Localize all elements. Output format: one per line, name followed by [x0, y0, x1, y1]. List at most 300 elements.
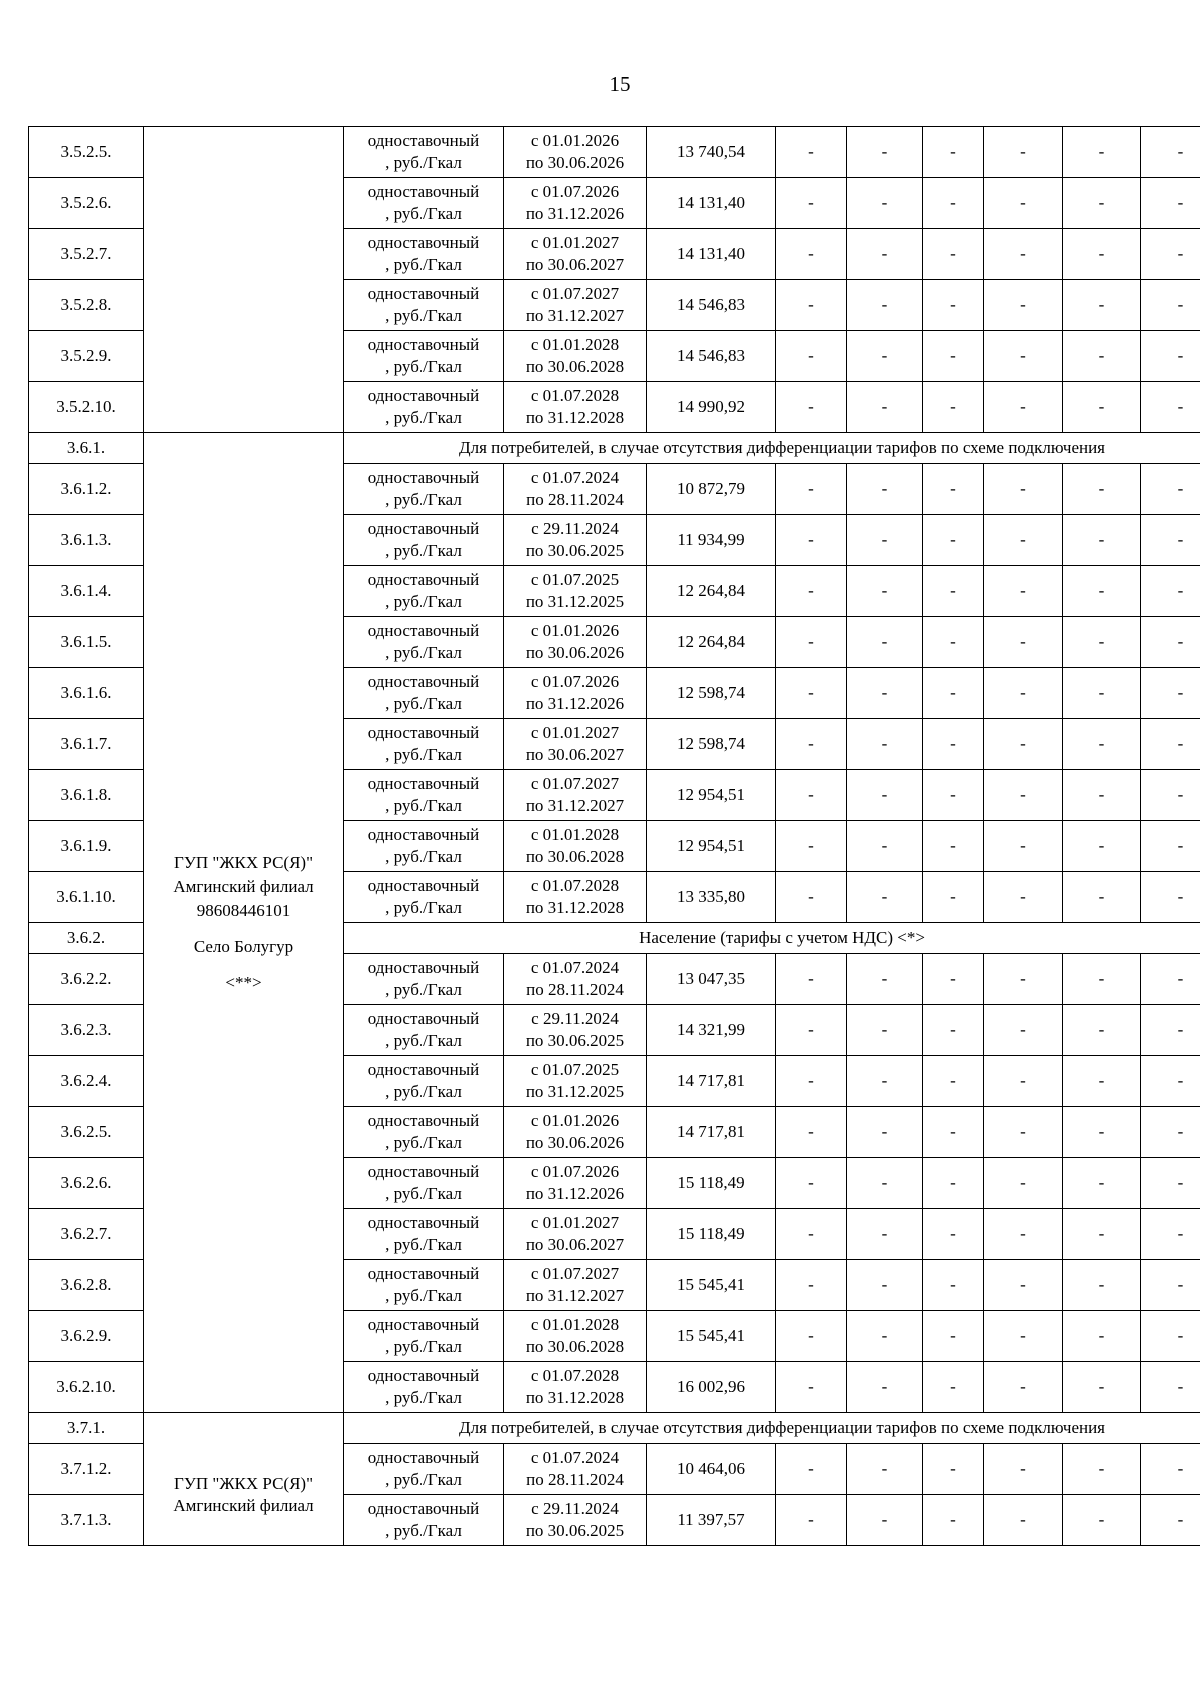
- tariff-value: 14 131,40: [647, 229, 776, 280]
- row-number: 3.6.2.5.: [29, 1107, 144, 1158]
- empty-value-dash: -: [776, 1495, 847, 1546]
- period: [504, 515, 647, 566]
- empty-value-dash: -: [923, 1260, 984, 1311]
- period: [504, 1362, 647, 1413]
- tariff-type: [344, 566, 504, 617]
- period: [504, 1158, 647, 1209]
- empty-value-dash: -: [1141, 331, 1200, 382]
- tariff-unit-line: , руб./Гкал: [385, 694, 462, 713]
- tariff-type-line: одноставочный: [367, 233, 480, 252]
- empty-value-dash: -: [984, 566, 1063, 617]
- empty-value-dash: -: [923, 821, 984, 872]
- tariff-unit-line: , руб./Гкал: [385, 357, 462, 376]
- empty-value-dash: -: [1063, 1260, 1141, 1311]
- tariff-type-line: одноставочный: [367, 1448, 480, 1467]
- tariff-type: [344, 1056, 504, 1107]
- period-from: с 01.01.2028: [530, 825, 620, 844]
- empty-value-dash: -: [984, 872, 1063, 923]
- empty-value-dash: -: [847, 719, 923, 770]
- period-from: с 01.07.2026: [530, 182, 620, 201]
- tariff-value: 13 740,54: [647, 127, 776, 178]
- tariff-type-line: одноставочный: [367, 672, 480, 691]
- tariff-unit-line: , руб./Гкал: [385, 490, 462, 509]
- period: [504, 668, 647, 719]
- tariff-unit-line: , руб./Гкал: [385, 1235, 462, 1254]
- org-locality: Село Болугур: [193, 937, 294, 956]
- empty-value-dash: -: [776, 1444, 847, 1495]
- empty-value-dash: -: [1063, 127, 1141, 178]
- period-to: по 30.06.2028: [525, 357, 625, 376]
- empty-value-dash: -: [776, 617, 847, 668]
- empty-value-dash: -: [984, 229, 1063, 280]
- tariff-value: 14 131,40: [647, 178, 776, 229]
- tariff-type: [344, 1444, 504, 1495]
- empty-value-dash: -: [776, 770, 847, 821]
- period-to: по 28.11.2024: [526, 490, 624, 509]
- tariff-value: 15 118,49: [647, 1209, 776, 1260]
- empty-value-dash: -: [1141, 1158, 1200, 1209]
- empty-value-dash: -: [1141, 382, 1200, 433]
- empty-value-dash: -: [847, 954, 923, 1005]
- period-from: с 01.07.2024: [530, 468, 620, 487]
- period-from: с 01.01.2027: [530, 1213, 620, 1232]
- empty-value-dash: -: [776, 331, 847, 382]
- tariff-value: 14 546,83: [647, 280, 776, 331]
- empty-value-dash: -: [1063, 1444, 1141, 1495]
- row-number: 3.6.2.6.: [29, 1158, 144, 1209]
- tariff-type: [344, 178, 504, 229]
- empty-value-dash: -: [984, 1056, 1063, 1107]
- empty-value-dash: -: [984, 1005, 1063, 1056]
- period: [504, 127, 647, 178]
- tariff-unit-line: , руб./Гкал: [385, 1184, 462, 1203]
- empty-value-dash: -: [984, 331, 1063, 382]
- tariff-type-line: одноставочный: [367, 1060, 480, 1079]
- org-code: 98608446101: [196, 901, 291, 920]
- tariff-type: [344, 1495, 504, 1546]
- empty-value-dash: -: [776, 178, 847, 229]
- tariff-type-line: одноставочный: [367, 386, 480, 405]
- empty-value-dash: -: [847, 464, 923, 515]
- period-to: по 30.06.2028: [525, 1337, 625, 1356]
- row-number: 3.6.1.9.: [29, 821, 144, 872]
- section-heading: Для потребителей, в случае отсутствия дифференциации тарифов по схеме подключения: [344, 433, 1200, 464]
- tariff-type: [344, 1362, 504, 1413]
- period: [504, 566, 647, 617]
- empty-value-dash: -: [847, 1311, 923, 1362]
- empty-value-dash: -: [984, 382, 1063, 433]
- period-to: по 28.11.2024: [526, 1470, 624, 1489]
- empty-value-dash: -: [847, 872, 923, 923]
- empty-value-dash: -: [776, 1005, 847, 1056]
- tariff-type: [344, 1311, 504, 1362]
- row-number: 3.6.2.8.: [29, 1260, 144, 1311]
- tariff-type-line: одноставочный: [367, 519, 480, 538]
- row-number: 3.5.2.7.: [29, 229, 144, 280]
- row-number: 3.5.2.9.: [29, 331, 144, 382]
- period: [504, 178, 647, 229]
- tariff-value: 14 546,83: [647, 331, 776, 382]
- period-to: по 31.12.2025: [525, 1082, 625, 1101]
- empty-value-dash: -: [1063, 1158, 1141, 1209]
- empty-value-dash: -: [984, 617, 1063, 668]
- empty-value-dash: -: [1141, 464, 1200, 515]
- empty-value-dash: -: [984, 464, 1063, 515]
- empty-value-dash: -: [847, 127, 923, 178]
- tariff-unit-line: , руб./Гкал: [385, 592, 462, 611]
- empty-value-dash: -: [984, 1209, 1063, 1260]
- row-number: 3.6.2.: [29, 923, 144, 954]
- period-from: с 01.07.2027: [530, 284, 620, 303]
- tariff-type: [344, 515, 504, 566]
- tariff-value: 14 990,92: [647, 382, 776, 433]
- empty-value-dash: -: [1141, 178, 1200, 229]
- empty-value-dash: -: [1063, 1311, 1141, 1362]
- empty-value-dash: -: [847, 515, 923, 566]
- tariff-value: 14 321,99: [647, 1005, 776, 1056]
- empty-value-dash: -: [923, 954, 984, 1005]
- empty-value-dash: -: [923, 127, 984, 178]
- tariff-unit-line: , руб./Гкал: [385, 1521, 462, 1540]
- tariff-type: [344, 1005, 504, 1056]
- empty-value-dash: -: [1141, 1444, 1200, 1495]
- tariff-unit-line: , руб./Гкал: [385, 898, 462, 917]
- empty-value-dash: -: [1063, 566, 1141, 617]
- org-cell: [144, 433, 344, 1413]
- period: [504, 1005, 647, 1056]
- empty-value-dash: -: [1141, 1495, 1200, 1546]
- empty-value-dash: -: [1063, 331, 1141, 382]
- empty-value-dash: -: [984, 954, 1063, 1005]
- tariff-type-line: одноставочный: [367, 825, 480, 844]
- empty-value-dash: -: [847, 668, 923, 719]
- period: [504, 1209, 647, 1260]
- period-to: по 30.06.2027: [525, 745, 625, 764]
- row-number: 3.6.1.2.: [29, 464, 144, 515]
- tariff-value: 12 954,51: [647, 770, 776, 821]
- period-to: по 31.12.2028: [525, 1388, 625, 1407]
- tariff-unit-line: , руб./Гкал: [385, 1082, 462, 1101]
- empty-value-dash: -: [1141, 617, 1200, 668]
- period-to: по 31.12.2026: [525, 694, 625, 713]
- row-number: 3.6.2.10.: [29, 1362, 144, 1413]
- tariff-type: [344, 382, 504, 433]
- tariff-type-line: одноставочный: [367, 1499, 480, 1518]
- empty-value-dash: -: [776, 1260, 847, 1311]
- empty-value-dash: -: [984, 1311, 1063, 1362]
- empty-value-dash: -: [1063, 770, 1141, 821]
- empty-value-dash: -: [776, 954, 847, 1005]
- tariff-type: [344, 464, 504, 515]
- period: [504, 382, 647, 433]
- empty-value-dash: -: [923, 280, 984, 331]
- empty-value-dash: -: [984, 178, 1063, 229]
- empty-value-dash: -: [847, 382, 923, 433]
- tariff-value: 12 954,51: [647, 821, 776, 872]
- empty-value-dash: -: [1141, 1311, 1200, 1362]
- tariff-type-line: одноставочный: [367, 774, 480, 793]
- empty-value-dash: -: [776, 821, 847, 872]
- row-number: 3.5.2.6.: [29, 178, 144, 229]
- tariff-type: [344, 331, 504, 382]
- tariff-type-line: одноставочный: [367, 131, 480, 150]
- period: [504, 872, 647, 923]
- empty-value-dash: -: [776, 1158, 847, 1209]
- empty-value-dash: -: [847, 1005, 923, 1056]
- empty-value-dash: -: [1063, 668, 1141, 719]
- tariff-unit-line: , руб./Гкал: [385, 1031, 462, 1050]
- tariff-value: 10 464,06: [647, 1444, 776, 1495]
- empty-value-dash: -: [1141, 1005, 1200, 1056]
- empty-value-dash: -: [1141, 1056, 1200, 1107]
- period-from: с 01.07.2028: [530, 386, 620, 405]
- period: [504, 954, 647, 1005]
- period: [504, 1107, 647, 1158]
- org-cell: [144, 1413, 344, 1546]
- empty-value-dash: -: [847, 1107, 923, 1158]
- period-from: с 01.07.2027: [530, 1264, 620, 1283]
- period-to: по 31.12.2027: [525, 1286, 625, 1305]
- tariff-unit-line: , руб./Гкал: [385, 1337, 462, 1356]
- empty-value-dash: -: [984, 668, 1063, 719]
- tariff-type-line: одноставочный: [367, 182, 480, 201]
- section-heading: Население (тарифы с учетом НДС) <*>: [344, 923, 1200, 954]
- tariff-unit-line: , руб./Гкал: [385, 408, 462, 427]
- empty-value-dash: -: [923, 1005, 984, 1056]
- empty-value-dash: -: [923, 668, 984, 719]
- period-from: с 01.01.2026: [530, 131, 620, 150]
- period-from: с 01.01.2026: [530, 621, 620, 640]
- tariff-type-line: одноставочный: [367, 723, 480, 742]
- tariff-value: 11 934,99: [647, 515, 776, 566]
- period-from: с 01.01.2026: [530, 1111, 620, 1130]
- period-from: с 01.07.2028: [530, 1366, 620, 1385]
- tariff-value: 12 264,84: [647, 617, 776, 668]
- tariff-unit-line: , руб./Гкал: [385, 255, 462, 274]
- period-to: по 30.06.2027: [525, 1235, 625, 1254]
- empty-value-dash: -: [984, 1107, 1063, 1158]
- empty-value-dash: -: [1141, 280, 1200, 331]
- row-number: 3.6.2.7.: [29, 1209, 144, 1260]
- row-number: 3.6.1.7.: [29, 719, 144, 770]
- empty-value-dash: -: [1063, 1107, 1141, 1158]
- period-from: с 01.07.2027: [530, 774, 620, 793]
- empty-value-dash: -: [1141, 668, 1200, 719]
- tariff-value: 14 717,81: [647, 1056, 776, 1107]
- period-to: по 30.06.2027: [525, 255, 625, 274]
- empty-value-dash: -: [1063, 954, 1141, 1005]
- period: [504, 229, 647, 280]
- row-number: 3.6.1.5.: [29, 617, 144, 668]
- row-number: 3.6.1.8.: [29, 770, 144, 821]
- empty-value-dash: -: [923, 872, 984, 923]
- empty-value-dash: -: [923, 566, 984, 617]
- empty-value-dash: -: [1063, 1005, 1141, 1056]
- org-name: ГУП "ЖКХ РС(Я)": [173, 853, 314, 872]
- period-to: по 31.12.2027: [525, 306, 625, 325]
- empty-value-dash: -: [1063, 1056, 1141, 1107]
- empty-value-dash: -: [847, 617, 923, 668]
- tariff-unit-line: , руб./Гкал: [385, 204, 462, 223]
- empty-value-dash: -: [776, 668, 847, 719]
- tariff-table: [28, 126, 1200, 1546]
- tariff-type-line: одноставочный: [367, 1009, 480, 1028]
- empty-value-dash: -: [1141, 1107, 1200, 1158]
- org-block: [146, 433, 341, 995]
- section-row: [29, 1413, 1200, 1444]
- row-number: 3.6.2.4.: [29, 1056, 144, 1107]
- page-number: 15: [609, 72, 631, 96]
- period: [504, 280, 647, 331]
- empty-value-dash: -: [847, 229, 923, 280]
- empty-value-dash: -: [1141, 1260, 1200, 1311]
- period: [504, 770, 647, 821]
- org-cell-blank: [144, 127, 344, 433]
- tariff-unit-line: , руб./Гкал: [385, 1388, 462, 1407]
- period-from: с 01.01.2027: [530, 233, 620, 252]
- tariff-type-line: одноставочный: [367, 335, 480, 354]
- empty-value-dash: -: [1063, 464, 1141, 515]
- tariff-unit-line: , руб./Гкал: [385, 643, 462, 662]
- tariff-value: 15 118,49: [647, 1158, 776, 1209]
- tariff-type-line: одноставочный: [367, 621, 480, 640]
- empty-value-dash: -: [1141, 954, 1200, 1005]
- tariff-value: 11 397,57: [647, 1495, 776, 1546]
- empty-value-dash: -: [984, 1495, 1063, 1546]
- tariff-unit-line: , руб./Гкал: [385, 980, 462, 999]
- row-number: 3.7.1.3.: [29, 1495, 144, 1546]
- row-number: 3.6.2.3.: [29, 1005, 144, 1056]
- period: [504, 617, 647, 668]
- empty-value-dash: -: [776, 719, 847, 770]
- empty-value-dash: -: [847, 566, 923, 617]
- empty-value-dash: -: [1063, 872, 1141, 923]
- empty-value-dash: -: [1141, 127, 1200, 178]
- empty-value-dash: -: [923, 1311, 984, 1362]
- empty-value-dash: -: [984, 280, 1063, 331]
- tariff-value: 13 335,80: [647, 872, 776, 923]
- org-name: ГУП "ЖКХ РС(Я)": [173, 1474, 314, 1493]
- table-row: [29, 127, 1200, 178]
- period-from: с 29.11.2024: [531, 519, 619, 538]
- empty-value-dash: -: [1063, 1209, 1141, 1260]
- empty-value-dash: -: [847, 1495, 923, 1546]
- empty-value-dash: -: [984, 1260, 1063, 1311]
- period-from: с 01.07.2026: [530, 1162, 620, 1181]
- empty-value-dash: -: [984, 1444, 1063, 1495]
- empty-value-dash: -: [847, 1260, 923, 1311]
- empty-value-dash: -: [923, 617, 984, 668]
- period-to: по 30.06.2025: [525, 541, 625, 560]
- period: [504, 821, 647, 872]
- period: [504, 1311, 647, 1362]
- empty-value-dash: -: [1063, 178, 1141, 229]
- empty-value-dash: -: [1063, 280, 1141, 331]
- empty-value-dash: -: [1141, 821, 1200, 872]
- empty-value-dash: -: [923, 1107, 984, 1158]
- tariff-value: 14 717,81: [647, 1107, 776, 1158]
- period-to: по 31.12.2026: [525, 204, 625, 223]
- tariff-unit-line: , руб./Гкал: [385, 796, 462, 815]
- section-row: [29, 433, 1200, 464]
- tariff-value: 16 002,96: [647, 1362, 776, 1413]
- tariff-type: [344, 1209, 504, 1260]
- tariff-value: 15 545,41: [647, 1311, 776, 1362]
- period-to: по 30.06.2025: [525, 1031, 625, 1050]
- empty-value-dash: -: [923, 1495, 984, 1546]
- tariff-type: [344, 719, 504, 770]
- row-number: 3.6.2.9.: [29, 1311, 144, 1362]
- row-number: 3.6.1.4.: [29, 566, 144, 617]
- empty-value-dash: -: [1141, 1209, 1200, 1260]
- tariff-type-line: одноставочный: [367, 958, 480, 977]
- tariff-type: [344, 821, 504, 872]
- empty-value-dash: -: [847, 1056, 923, 1107]
- period-from: с 01.07.2024: [530, 958, 620, 977]
- empty-value-dash: -: [923, 1444, 984, 1495]
- empty-value-dash: -: [847, 178, 923, 229]
- period-from: с 01.07.2026: [530, 672, 620, 691]
- tariff-type: [344, 617, 504, 668]
- empty-value-dash: -: [1063, 229, 1141, 280]
- tariff-unit-line: , руб./Гкал: [385, 1470, 462, 1489]
- row-number: 3.6.1.10.: [29, 872, 144, 923]
- period-from: с 01.01.2027: [530, 723, 620, 742]
- empty-value-dash: -: [984, 1362, 1063, 1413]
- empty-value-dash: -: [847, 821, 923, 872]
- period-to: по 31.12.2025: [525, 592, 625, 611]
- period-to: по 31.12.2027: [525, 796, 625, 815]
- empty-value-dash: -: [923, 719, 984, 770]
- empty-value-dash: -: [847, 1209, 923, 1260]
- org-block: [146, 1413, 341, 1517]
- empty-value-dash: -: [1141, 872, 1200, 923]
- period: [504, 1056, 647, 1107]
- empty-value-dash: -: [1063, 719, 1141, 770]
- org-spacer: [146, 923, 341, 935]
- tariff-type: [344, 872, 504, 923]
- empty-value-dash: -: [984, 515, 1063, 566]
- period-to: по 30.06.2025: [525, 1521, 625, 1540]
- period: [504, 331, 647, 382]
- empty-value-dash: -: [776, 515, 847, 566]
- org-branch: Амгинский филиал: [173, 877, 314, 896]
- tariff-type: [344, 1107, 504, 1158]
- empty-value-dash: -: [776, 1107, 847, 1158]
- tariff-value: 12 264,84: [647, 566, 776, 617]
- period-to: по 28.11.2024: [526, 980, 624, 999]
- empty-value-dash: -: [776, 464, 847, 515]
- period: [504, 719, 647, 770]
- row-number: 3.5.2.5.: [29, 127, 144, 178]
- empty-value-dash: -: [984, 127, 1063, 178]
- empty-value-dash: -: [776, 280, 847, 331]
- empty-value-dash: -: [923, 1158, 984, 1209]
- tariff-type-line: одноставочный: [367, 1366, 480, 1385]
- row-number: 3.6.1.3.: [29, 515, 144, 566]
- row-number: 3.6.1.6.: [29, 668, 144, 719]
- row-number: 3.6.1.: [29, 433, 144, 464]
- tariff-unit-line: , руб./Гкал: [385, 745, 462, 764]
- period-from: с 01.07.2025: [530, 1060, 620, 1079]
- empty-value-dash: -: [776, 566, 847, 617]
- empty-value-dash: -: [1141, 719, 1200, 770]
- tariff-type-line: одноставочный: [367, 570, 480, 589]
- row-number: 3.7.1.: [29, 1413, 144, 1444]
- period-from: с 29.11.2024: [531, 1009, 619, 1028]
- tariff-value: 15 545,41: [647, 1260, 776, 1311]
- empty-value-dash: -: [923, 1209, 984, 1260]
